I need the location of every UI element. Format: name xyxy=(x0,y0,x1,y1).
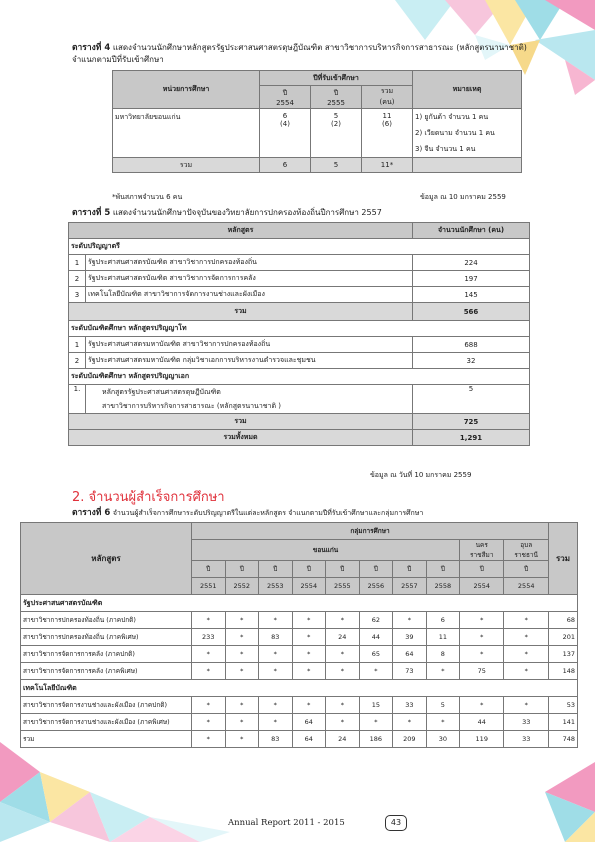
table6-head-khonkaen: ขอนแก่น xyxy=(192,540,460,561)
table6-cell: * xyxy=(393,714,427,731)
table6-year-word: ปี xyxy=(426,561,460,578)
table6-caption-label: ตารางที่ 6 xyxy=(72,508,111,518)
table6-row-name: สาขาวิชาการปกครองท้องถิ่น (ภาคปกติ) xyxy=(21,612,192,629)
table6-sum-cell: 209 xyxy=(393,731,427,748)
table-row xyxy=(21,663,578,680)
table6-head-program: หลักสูตร xyxy=(21,523,192,595)
table-row xyxy=(113,109,522,158)
table4-sum-total: 11* xyxy=(362,158,413,173)
table6-cell: 73 xyxy=(393,663,427,680)
table6-cell: 8 xyxy=(426,646,460,663)
table6-cell: 15 xyxy=(359,697,393,714)
table-row: 1. หลักสูตรรัฐประศาสนศาสตรดุษฎีบัณฑิต สาขาวิชาการบริหารกิจการสาธารณะ (หลักสูตรนานาชาติ ) 5 xyxy=(69,385,530,414)
table6-row-total: 68 xyxy=(549,612,578,629)
table4-source: ข้อมูล ณ 10 มกราคม 2559 xyxy=(420,193,506,201)
table6-year-5: 2556 xyxy=(359,578,393,595)
table6-row-total: 201 xyxy=(549,629,578,646)
table6-year-6: 2557 xyxy=(393,578,427,595)
table4-head-remark: หมายเหตุ xyxy=(413,71,522,109)
table6-cell: 11 xyxy=(426,629,460,646)
table6-cell: * xyxy=(225,646,259,663)
table6-cell: * xyxy=(259,714,293,731)
table6-cell: 33 xyxy=(504,714,549,731)
table6-cell: * xyxy=(359,663,393,680)
table6-year-7: 2558 xyxy=(426,578,460,595)
table6-cell: * xyxy=(225,697,259,714)
table5-grad-sum-row: รวม 725 xyxy=(69,414,530,430)
table6-cell: 33 xyxy=(393,697,427,714)
table6-sum-label: รวม xyxy=(21,731,192,748)
table6-head-nakhonratchasima: นคร ราชสีมา xyxy=(460,540,504,561)
table-row xyxy=(21,697,578,714)
table6-cell: * xyxy=(359,714,393,731)
footer-report: Annual Report 2011 - 2015 xyxy=(228,818,345,828)
table5-g3-name: หลักสูตรรัฐประศาสนศาสตรดุษฎีบัณฑิต สาขาวิชาการบริหารกิจการสาธารณะ (หลักสูตรนานาชาติ ) xyxy=(86,385,413,414)
table6-cell: * xyxy=(225,714,259,731)
decorative-triangles-bottom-right xyxy=(525,762,595,842)
table6-sum-total: 748 xyxy=(549,731,578,748)
table6-cell: * xyxy=(225,612,259,629)
table6-year-word: ปี xyxy=(225,561,259,578)
table6-cell: * xyxy=(225,663,259,680)
table-row xyxy=(21,629,578,646)
table4-row-remark: 1) ยูกันด้า จำนวน 1 คน 2) เวียดนาม จำนวน 1 คน 3) จีน จำนวน 1 คน xyxy=(413,109,522,158)
table6-cell: 75 xyxy=(460,663,504,680)
table4-caption-label: ตารางที่ 4 xyxy=(72,43,111,53)
table4-head-total: รวม (คน) xyxy=(362,86,413,109)
table6-cell: * xyxy=(259,663,293,680)
table6-cell: * xyxy=(326,663,360,680)
table-row: 2 รัฐประศาสนศาสตรมหาบัณฑิต กลุ่มวิชาเอกการบริหารงานตำรวจและชุมชน 32 xyxy=(69,353,530,369)
table4-sum-y2: 5 xyxy=(311,158,362,173)
table6-sum-row xyxy=(21,731,578,748)
table5 xyxy=(68,222,530,446)
table6-cell: 39 xyxy=(393,629,427,646)
table6-year-word: ปี xyxy=(359,561,393,578)
table6-year-2: 2553 xyxy=(259,578,293,595)
table4-row-y1: 6 (4) xyxy=(260,109,311,158)
table6-cell: * xyxy=(192,612,226,629)
table6-cell: * xyxy=(504,663,549,680)
table6-sum-cell: 186 xyxy=(359,731,393,748)
table6-year-3: 2554 xyxy=(292,578,326,595)
table6-cell: 6 xyxy=(426,612,460,629)
table-row xyxy=(113,158,522,173)
table6-cell: * xyxy=(460,629,504,646)
table6-year-word: ปี xyxy=(259,561,293,578)
table4-head-year-group: ปีที่รับเข้าศึกษา xyxy=(260,71,413,86)
table6-row-total: 148 xyxy=(549,663,578,680)
table4-sum-label: รวม xyxy=(113,158,260,173)
table6-cell: * xyxy=(259,646,293,663)
table6-cell: * xyxy=(460,646,504,663)
table6-year-8: 2554 xyxy=(460,578,504,595)
table5-head-count: จำนวนนักศึกษา (คน) xyxy=(413,223,530,239)
table5-grand-total-row: รวมทั้งหมด 1,291 xyxy=(69,430,530,446)
section-title: 2. จำนวนผู้สำเร็จการศึกษา xyxy=(72,490,225,505)
table6-cell: * xyxy=(259,612,293,629)
decorative-triangles-bottom-left xyxy=(0,732,230,842)
table6-cell: * xyxy=(326,646,360,663)
table6-caption xyxy=(72,507,423,519)
table6-cell: 64 xyxy=(393,646,427,663)
table6-cell: * xyxy=(504,612,549,629)
table6-cell: * xyxy=(292,612,326,629)
table6-sum-cell: 30 xyxy=(426,731,460,748)
table6-cell: 5 xyxy=(426,697,460,714)
table6-sec1: รัฐประศาสนศาสตรบัณฑิต xyxy=(21,595,578,612)
page-number: 43 xyxy=(385,815,407,831)
table6-year-word: ปี xyxy=(292,561,326,578)
table4-head-y2: ปี 2555 xyxy=(311,86,362,109)
table6-sum-cell: 119 xyxy=(460,731,504,748)
table6-row-total: 141 xyxy=(549,714,578,731)
table5-caption xyxy=(72,207,382,219)
table6-year-word: ปี xyxy=(393,561,427,578)
table5-group2: ระดับบัณฑิตศึกษา หลักสูตรปริญญาโท xyxy=(69,321,530,337)
table6-cell: * xyxy=(292,629,326,646)
table6-cell: 62 xyxy=(359,612,393,629)
table6-year-4: 2555 xyxy=(326,578,360,595)
table-row xyxy=(21,714,578,731)
table-row: 3 เทคโนโลยีบัณฑิต สาขาวิชาการจัดการงานช่างและผังเมือง 145 xyxy=(69,287,530,303)
table6-sum-cell: 33 xyxy=(504,731,549,748)
table6-cell: * xyxy=(460,697,504,714)
table6-cell: * xyxy=(326,714,360,731)
table6 xyxy=(20,522,578,748)
table6-row-name: สาขาวิชาการจัดการงานช่างและผังเมือง (ภาคพิเศษ) xyxy=(21,714,192,731)
table6-row-name: สาขาวิชาการจัดการงานช่างและผังเมือง (ภาคปกติ) xyxy=(21,697,192,714)
table6-cell: * xyxy=(259,697,293,714)
table6-head-ubonratchathani: อุบล ราชธานี xyxy=(504,540,549,561)
table5-group1: ระดับปริญญาตรี xyxy=(69,239,530,255)
table6-cell: * xyxy=(504,697,549,714)
table6-row-total: 137 xyxy=(549,646,578,663)
table6-sum-cell: 24 xyxy=(326,731,360,748)
table-row: 1 รัฐประศาสนศาสตรมหาบัณฑิต สาขาวิชาการปกครองท้องถิ่น 688 xyxy=(69,337,530,353)
table6-cell: 64 xyxy=(292,714,326,731)
table4-footnote: *พ้นสภาพจำนวน 6 คน xyxy=(112,193,183,201)
table-row xyxy=(21,646,578,663)
table6-row-name: สาขาวิชาการจัดการการคลัง (ภาคปกติ) xyxy=(21,646,192,663)
table6-cell: * xyxy=(326,697,360,714)
table6-sum-cell: * xyxy=(192,731,226,748)
table6-year-word: ปี xyxy=(192,561,226,578)
table6-sum-cell: 64 xyxy=(292,731,326,748)
table4-head-unit: หน่วยการศึกษา xyxy=(113,71,260,109)
table6-row-name: สาขาวิชาการจัดการการคลัง (ภาคพิเศษ) xyxy=(21,663,192,680)
table6-cell: 24 xyxy=(326,629,360,646)
table6-cell: * xyxy=(426,714,460,731)
table6-cell: * xyxy=(504,629,549,646)
table4-sum-y1: 6 xyxy=(260,158,311,173)
table6-cell: * xyxy=(192,714,226,731)
table5-g1-sum-row: รวม 566 xyxy=(69,303,530,321)
table6-cell: * xyxy=(504,646,549,663)
table5-head-program: หลักสูตร xyxy=(69,223,413,239)
table5-group3: ระดับบัณฑิตศึกษา หลักสูตรปริญญาเอก xyxy=(69,369,530,385)
table6-cell: 83 xyxy=(259,629,293,646)
table6-sum-cell: 83 xyxy=(259,731,293,748)
table6-cell: * xyxy=(292,646,326,663)
table6-cell: * xyxy=(326,612,360,629)
table6-year-word: ปี xyxy=(504,561,549,578)
table6-row-name: สาขาวิชาการปกครองท้องถิ่น (ภาคพิเศษ) xyxy=(21,629,192,646)
table4-caption xyxy=(72,42,552,66)
table5-caption-text: แสดงจำนวนนักศึกษาปัจจุบันของวิทยาลัยการปกครองท้องถิ่นปีการศึกษา 2557 xyxy=(112,208,382,217)
table-row xyxy=(21,612,578,629)
table6-cell: 233 xyxy=(192,629,226,646)
table6-cell: * xyxy=(192,663,226,680)
table6-cell: * xyxy=(292,663,326,680)
table6-cell: * xyxy=(426,663,460,680)
table4-head-y1: ปี 2554 xyxy=(260,86,311,109)
table6-row-total: 53 xyxy=(549,697,578,714)
table-row: 1 รัฐประศาสนศาสตรบัณฑิต สาขาวิชาการปกครองท้องถิ่น 224 xyxy=(69,255,530,271)
table4-caption-text: แสดงจำนวนนักศึกษาหลักสูตรรัฐประศาสนศาสตรดุษฎีบัณฑิต สาขาวิชาการบริหารกิจการสาธารณะ (หลักสูตรนานาชาติ) จำแนกตามปีที่รับเข้าศึกษา xyxy=(72,43,527,64)
table6-cell: * xyxy=(192,646,226,663)
table6-cell: * xyxy=(225,629,259,646)
table5-source: ข้อมูล ณ วันที่ 10 มกราคม 2559 xyxy=(370,471,472,479)
table6-year-1: 2552 xyxy=(225,578,259,595)
table6-cell: * xyxy=(460,612,504,629)
table6-caption-text: จำนวนผู้สำเร็จการศึกษาระดับปริญญาตรีในแต่ละหลักสูตร จำแนกตามปีที่รับเข้าศึกษาและกลุ่มการศึกษา xyxy=(112,509,424,517)
table6-cell: 44 xyxy=(460,714,504,731)
table5-caption-label: ตารางที่ 5 xyxy=(72,208,111,218)
table6-cell: * xyxy=(192,697,226,714)
table-row: 2 รัฐประศาสนศาสตรบัณฑิต สาขาวิชาการจัดการการคลัง 197 xyxy=(69,271,530,287)
table6-cell: * xyxy=(292,697,326,714)
table6-sum-cell: * xyxy=(225,731,259,748)
table6-year-9: 2554 xyxy=(504,578,549,595)
table4-row-y2: 5 (2) xyxy=(311,109,362,158)
table4-row-total: 11 (6) xyxy=(362,109,413,158)
table6-year-word: ปี xyxy=(326,561,360,578)
table6-year-word: ปี xyxy=(460,561,504,578)
table6-head-total: รวม xyxy=(549,523,578,595)
table4 xyxy=(112,70,522,173)
table6-cell: 65 xyxy=(359,646,393,663)
table6-cell: * xyxy=(393,612,427,629)
table6-head-group: กลุ่มการศึกษา xyxy=(192,523,549,540)
table4-row-unit: มหาวิทยาลัยขอนแก่น xyxy=(113,109,260,158)
table6-year-0: 2551 xyxy=(192,578,226,595)
table6-cell: 44 xyxy=(359,629,393,646)
table6-sec2: เทคโนโลยีบัณฑิต xyxy=(21,680,578,697)
